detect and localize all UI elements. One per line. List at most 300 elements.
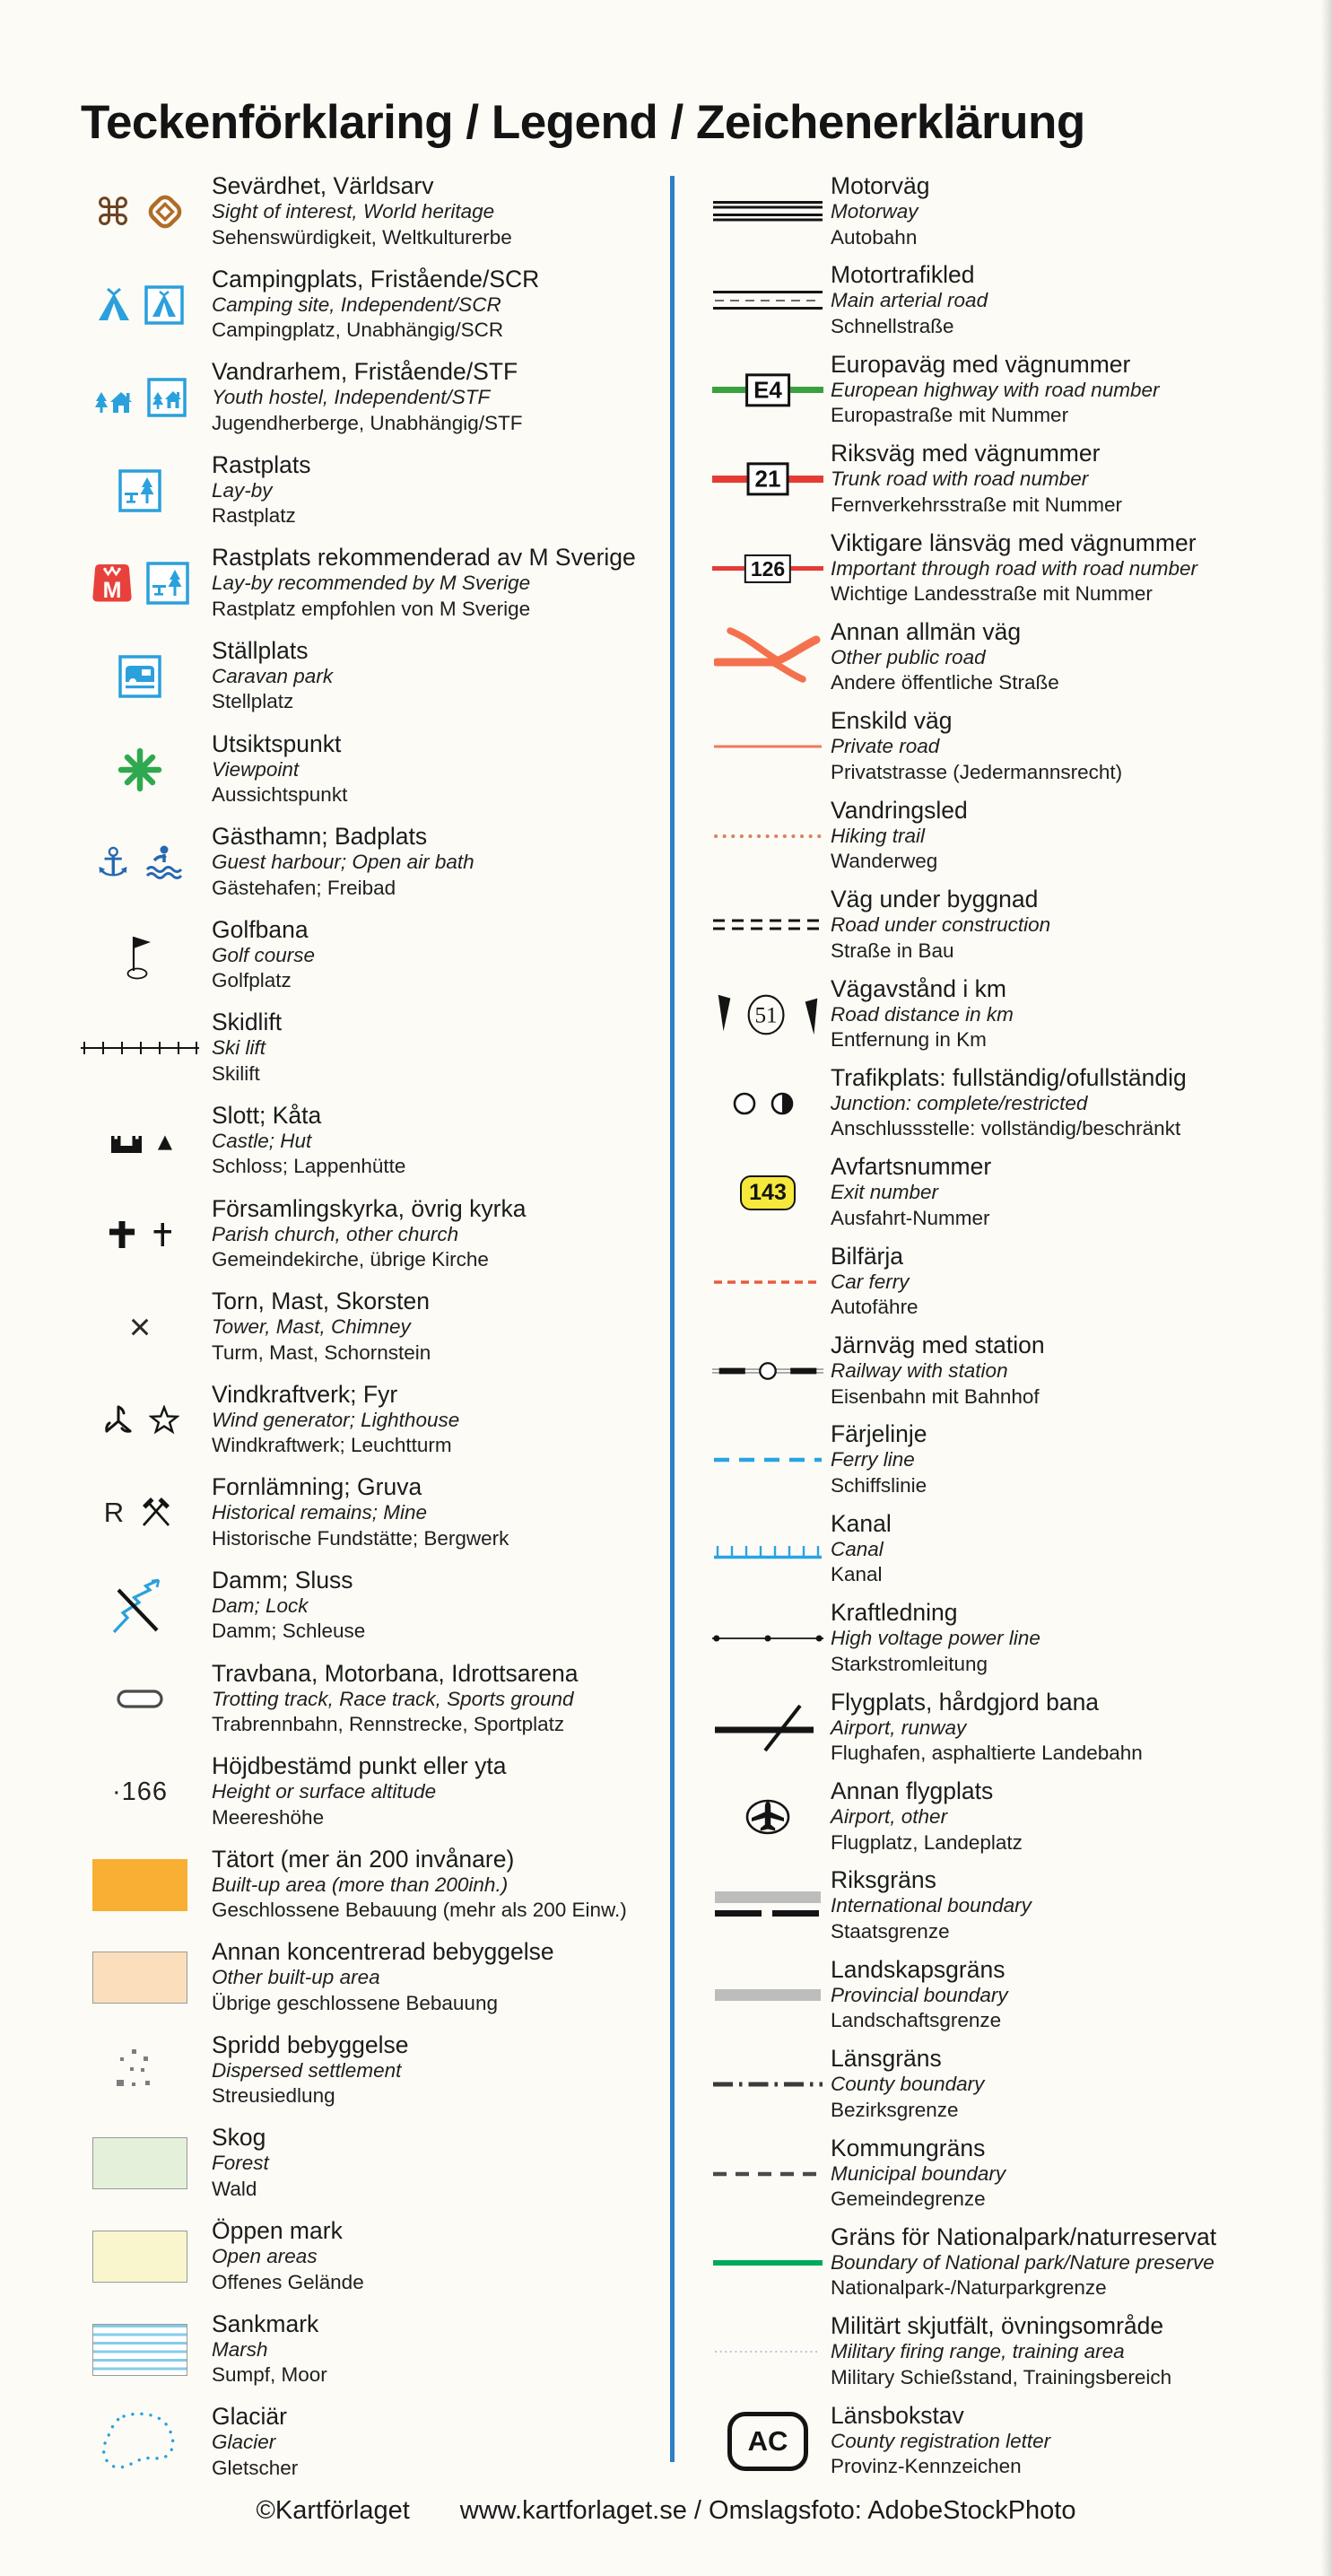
military-icon [710, 2312, 825, 2391]
legend-entry-text [831, 172, 1328, 250]
label-english: Built-up area (more than 200inh.) [212, 1873, 509, 1896]
legend-entry [77, 2031, 665, 2125]
label-swedish: Damm; Sluss [212, 1566, 353, 1594]
label-german: Gemeindekirche, übrige Kirche [212, 1248, 489, 1271]
legend-entry [77, 1660, 665, 1753]
label-german: Provinz-Kennzeichen [831, 2455, 1022, 2478]
marsh-icon [77, 2310, 203, 2389]
label-english: Municipal boundary [831, 2161, 1006, 2185]
label-english: Road distance in km [831, 1002, 1014, 1026]
label-english: Viewpoint [212, 757, 300, 781]
label-german: Sumpf, Moor [212, 2363, 327, 2387]
legend-entry [710, 1866, 1328, 1955]
legend-entry [710, 529, 1328, 618]
label-swedish: Fornlämning; Gruva [212, 1473, 422, 1501]
rune-r: R [103, 1497, 125, 1529]
label-german: Staatsgrenze [831, 1919, 950, 1943]
label-english: Private road [831, 735, 940, 758]
label-german: Starkstromleitung [831, 1652, 988, 1675]
county-letter-badge: AC [727, 2412, 808, 2471]
label-english: Trunk road with road number [831, 467, 1089, 491]
legend-entry-text [831, 1153, 1328, 1231]
legend-entry [77, 266, 665, 359]
legend-entry-text [831, 2045, 1328, 2123]
label-english: Dam; Lock [212, 1594, 309, 1617]
road-number-badge: 21 [747, 463, 789, 496]
label-swedish: Vägavstånd i km [831, 974, 1006, 1002]
legend-entry [77, 2217, 665, 2310]
road-private-icon [710, 707, 825, 786]
label-english: High voltage power line [831, 1627, 1040, 1650]
label-german: Geschlossene Bebauung (mehr als 200 Einw.) [212, 1899, 627, 1922]
label-german: Sehenswürdigkeit, Weltkulturerbe [212, 225, 512, 249]
legend-entry-text [831, 1866, 1328, 1944]
legend-entry [77, 1288, 665, 1381]
legend-entry-text [831, 1510, 1328, 1588]
label-swedish: Annan allmän väg [831, 617, 1022, 645]
road-number-badge: 126 [744, 554, 791, 582]
legend-entry [710, 1332, 1328, 1420]
label-german: Autobahn [831, 225, 918, 249]
road-number-badge: E4 [745, 373, 790, 406]
label-german: Skilift [212, 1061, 260, 1085]
label-english: Military firing range, training area [831, 2340, 1125, 2363]
open-land-swatch [92, 2231, 187, 2283]
label-swedish: Flygplats, hårdgjord bana [831, 1688, 1100, 1716]
label-english: Guest harbour; Open air bath [212, 851, 474, 874]
label-swedish: Kraftledning [831, 1599, 958, 1627]
legend-entry-text [831, 618, 1328, 696]
label-german: Nationalpark-/Naturparkgrenze [831, 2276, 1107, 2300]
railway-icon [710, 1332, 825, 1410]
legend-entry [77, 2124, 665, 2217]
marsh-swatch [92, 2324, 187, 2376]
legend-entry [77, 358, 665, 451]
legend-entry-text [212, 2031, 665, 2109]
other-builtup-swatch [92, 1952, 187, 2004]
label-swedish: Travbana, Motorbana, Idrottsarena [212, 1659, 579, 1687]
label-swedish: Gästhamn; Badplats [212, 823, 428, 851]
dispersed-icon [77, 2031, 203, 2110]
glacier-icon [77, 2403, 203, 2482]
label-english: Sight of interest, World heritage [212, 200, 495, 223]
label-german: Europastraße mit Nummer [831, 404, 1069, 427]
label-german: Ausfahrt-Nummer [831, 1206, 990, 1229]
label-swedish: Skog [212, 2124, 266, 2152]
label-german: Gästehafen; Freibad [212, 876, 396, 899]
castle-icon [77, 1102, 203, 1181]
legend-entry-text [831, 1420, 1328, 1498]
label-german: Kanal [831, 1563, 883, 1586]
legend-entry-text [831, 2312, 1328, 2390]
label-swedish: Riksgräns [831, 1866, 936, 1894]
label-german: Wald [212, 2177, 257, 2200]
legend-entry [710, 1599, 1328, 1688]
legend-entry-text [212, 1938, 665, 2016]
label-swedish: Järnväg med station [831, 1332, 1045, 1359]
legend-entry [710, 1064, 1328, 1153]
legend-entry [77, 172, 665, 266]
legend-entry-text [212, 1846, 665, 1924]
dam-icon [77, 1567, 203, 1646]
label-swedish: Länsbokstav [831, 2401, 964, 2429]
label-english: Glacier [212, 2431, 276, 2454]
label-german: Bezirksgrenze [831, 2098, 959, 2121]
county-letter-icon [710, 2402, 825, 2481]
legend-entry [710, 1243, 1328, 1332]
ferryline-icon [710, 1420, 825, 1499]
legend-entry-text [212, 2124, 665, 2202]
label-english: Youth hostel, Independent/STF [212, 386, 491, 409]
legend-entry-text [212, 544, 665, 622]
legend-entry [77, 2310, 665, 2404]
legend-entry-text [831, 1689, 1328, 1767]
footer-copyright: ©Kartförlaget [256, 2496, 410, 2525]
label-english: Ski lift [212, 1036, 266, 1060]
label-german: Turm, Mast, Schornstein [212, 1340, 431, 1364]
legend-entry [710, 2045, 1328, 2134]
label-german: Schloss; Lappenhütte [212, 1155, 406, 1178]
label-swedish: Campingplats, Fristående/SCR [212, 265, 540, 293]
legend-entry [710, 261, 1328, 350]
label-german: Golfplatz [212, 969, 292, 992]
legend-entry-text [831, 886, 1328, 964]
label-german: Offenes Gelände [212, 2270, 364, 2293]
legend-entry-text [831, 1064, 1328, 1142]
wind-icon [77, 1381, 203, 1460]
label-german: Military Schießstand, Trainingsbereich [831, 2365, 1172, 2388]
legend-entry [77, 1102, 665, 1195]
label-german: Straße in Bau [831, 939, 954, 962]
label-english: County registration letter [831, 2429, 1051, 2452]
legend-entry-text [831, 351, 1328, 429]
label-german: Landschaftsgrenze [831, 2009, 1002, 2032]
layby-m-icon [77, 544, 203, 623]
label-english: Hiking trail [831, 824, 926, 847]
cross-mark: × [128, 1305, 152, 1349]
label-german: Rastplatz empfohlen von M Sverige [212, 597, 531, 620]
label-german: Schnellstraße [831, 314, 954, 337]
legend-entry [77, 1846, 665, 1939]
label-swedish: Församlingskyrka, övrig kyrka [212, 1194, 527, 1222]
legend-entry-text [212, 730, 665, 808]
legend-entry-text [212, 1009, 665, 1087]
label-english: Motorway [831, 200, 918, 223]
label-english: Other built-up area [212, 1966, 380, 1989]
label-german: Eisenbahn mit Bahnhof [831, 1384, 1040, 1408]
label-english: Road under construction [831, 913, 1051, 937]
label-english: Tower, Mast, Chimney [212, 1315, 411, 1339]
label-swedish: Ställplats [212, 636, 309, 664]
label-swedish: Glaciär [212, 2403, 287, 2431]
legend-entry-text [212, 823, 665, 901]
legend-entry [77, 1567, 665, 1660]
legend-entry-text [831, 529, 1328, 607]
legend-entry-text [212, 916, 665, 994]
legend-entry-text [212, 2403, 665, 2481]
label-swedish: Utsiktspunkt [212, 729, 342, 757]
legend-entry [77, 1473, 665, 1567]
skilift-icon [77, 1009, 203, 1087]
label-german: Damm; Schleuse [212, 1620, 366, 1643]
airport-runway-icon [710, 1689, 825, 1768]
legend-entry [710, 1956, 1328, 2045]
legend-entry-text [831, 2135, 1328, 2213]
place-of-interest-icon: ⌘ [94, 189, 132, 234]
builtup-area-swatch [92, 1859, 187, 1911]
legend-entry [77, 637, 665, 730]
label-english: Golf course [212, 943, 316, 966]
legend-entry [77, 451, 665, 545]
label-german: Anschlussstelle: vollständig/beschränkt [831, 1117, 1181, 1140]
label-german: Campingplatz, Unabhängig/SCR [212, 319, 504, 342]
legend-entry-text [212, 1381, 665, 1459]
label-german: Wichtige Landesstraße mit Nummer [831, 582, 1153, 606]
hut-icon: ▲ [157, 1130, 173, 1152]
distance-icon [710, 975, 825, 1054]
page-edge-shadow [1321, 0, 1332, 2576]
legend-entry [77, 2403, 665, 2496]
camping-icon [77, 266, 203, 345]
motorway-icon [710, 172, 825, 251]
footer-info: www.kartforlaget.se / Omslagsfoto: AdobeStockPhoto [459, 2496, 1076, 2525]
legend-entry-text [831, 2402, 1328, 2480]
label-swedish: Europaväg med vägnummer [831, 350, 1131, 378]
powerline-icon [710, 1599, 825, 1678]
label-swedish: Annan flygplats [831, 1777, 994, 1805]
legend-entry-text [831, 1777, 1328, 1856]
spot-height-label: ·166 [111, 1777, 169, 1806]
label-english: International boundary [831, 1894, 1032, 1917]
label-english: Camping site, Independent/SCR [212, 293, 501, 316]
label-german: Jugendherberge, Unabhängig/STF [212, 411, 523, 434]
church-icon [77, 1195, 203, 1274]
legend-entry-text [831, 1332, 1328, 1410]
forest-swatch [92, 2137, 187, 2189]
harbour-icon [77, 823, 203, 902]
label-swedish: Skidlift [212, 1009, 283, 1036]
legend-entry-text [212, 266, 665, 344]
legend-entry [77, 1938, 665, 2031]
label-swedish: Bilfärja [831, 1242, 904, 1270]
legend-entry-text [212, 1752, 665, 1830]
legend-entry [710, 2135, 1328, 2223]
label-swedish: Militärt skjutfält, övningsområde [831, 2312, 1164, 2340]
svg-text:51: 51 [754, 1003, 778, 1028]
legend-entry [710, 707, 1328, 796]
legend-entry [710, 2312, 1328, 2401]
label-swedish: Sankmark [212, 2310, 319, 2337]
label-german: Schiffslinie [831, 1473, 927, 1497]
legend-entry [710, 886, 1328, 974]
label-english: Canal [831, 1537, 884, 1560]
label-swedish: Rastplats [212, 450, 311, 478]
junction-icon [710, 1064, 825, 1143]
caravan-icon [77, 637, 203, 716]
page-title: Teckenförklaring / Legend / Zeichenerklärung [81, 95, 1085, 149]
label-english: Exit number [831, 1181, 939, 1204]
legend-entry [710, 1153, 1328, 1242]
legend-entry-text [212, 1660, 665, 1738]
height-icon [77, 1752, 203, 1831]
label-swedish: Kanal [831, 1509, 892, 1537]
label-swedish: Sevärdhet, Världsarv [212, 172, 434, 199]
label-english: European highway with road number [831, 378, 1160, 401]
label-swedish: Spridd bebyggelse [212, 2030, 409, 2058]
label-english: Dispersed settlement [212, 2058, 402, 2082]
label-english: Other public road [831, 645, 986, 668]
label-german: Wanderweg [831, 850, 938, 873]
label-swedish: Väg under byggnad [831, 886, 1039, 913]
legend-entry [710, 440, 1328, 528]
sight-icon [77, 172, 203, 251]
label-german: Aussichtspunkt [212, 783, 348, 807]
exit-number-badge: 143 [740, 1175, 796, 1210]
legend-entry-text [212, 1195, 665, 1273]
label-german: Flugplatz, Landeplatz [831, 1830, 1023, 1854]
tower-icon [77, 1288, 203, 1367]
label-german: Meereshöhe [212, 1805, 325, 1829]
exit-icon [710, 1153, 825, 1232]
label-german: Privatstrasse (Jedermannsrecht) [831, 760, 1123, 783]
legend-entry [710, 172, 1328, 261]
svg-text:M: M [102, 578, 122, 604]
legend-entry-text [831, 440, 1328, 518]
legend-entry-text [831, 2223, 1328, 2301]
boundary-mun-icon [710, 2135, 825, 2214]
label-german: Autofähre [831, 1296, 918, 1319]
builtup-icon [77, 1846, 203, 1925]
legend-entry [77, 1009, 665, 1102]
road-e-icon [710, 351, 825, 430]
label-german: Übrige geschlossene Bebauung [212, 1991, 498, 2014]
label-english: Provincial boundary [831, 1983, 1008, 2006]
label-german: Entfernung in Km [831, 1028, 987, 1052]
label-swedish: Golfbana [212, 915, 309, 943]
arterial-icon [710, 261, 825, 340]
hostel-icon [77, 358, 203, 437]
boundary-intl-icon [710, 1866, 825, 1945]
legend-entry-text [831, 1956, 1328, 2034]
legend-entry [77, 730, 665, 824]
legend-entry [710, 618, 1328, 707]
label-english: Railway with station [831, 1359, 1008, 1383]
airport-other-icon [710, 1777, 825, 1856]
legend-entry [710, 1777, 1328, 1866]
construction-icon [710, 886, 825, 965]
carferry-icon [710, 1243, 825, 1322]
label-german: Rastplatz [212, 504, 296, 528]
road-other-icon [710, 618, 825, 697]
label-english: Ferry line [831, 1448, 915, 1471]
label-english: County boundary [831, 2073, 985, 2096]
layby-icon [77, 451, 203, 530]
label-swedish: Höjdbestämd punkt eller yta [212, 1752, 507, 1780]
legend-entry-text [831, 707, 1328, 785]
label-english: Junction: complete/restricted [831, 1091, 1088, 1114]
label-swedish: Rastplats rekommenderad av M Sverige [212, 544, 636, 572]
road-major-icon [710, 440, 825, 519]
label-swedish: Vandringsled [831, 796, 968, 824]
label-english: Open areas [212, 2245, 318, 2268]
label-swedish: Trafikplats: fullständig/ofullständig [831, 1063, 1187, 1091]
label-english: Caravan park [212, 664, 334, 687]
label-swedish: Tätort (mer än 200 invånare) [212, 1845, 515, 1873]
legend-entry [710, 975, 1328, 1064]
label-german: Streusiedlung [212, 2084, 335, 2108]
legend-entry-text [831, 261, 1328, 339]
builtup-other-icon [77, 1938, 203, 2017]
label-german: Andere öffentliche Straße [831, 671, 1059, 694]
legend-entry [710, 1420, 1328, 1509]
label-german: Stellplatz [212, 690, 294, 713]
legend-column-left [77, 172, 665, 2496]
legend-entry [710, 1689, 1328, 1777]
label-english: Historical remains; Mine [212, 1501, 428, 1524]
legend-entry [77, 1381, 665, 1474]
label-swedish: Kommungräns [831, 2134, 986, 2161]
label-swedish: Avfartsnummer [831, 1153, 992, 1181]
label-swedish: Slott; Kåta [212, 1101, 322, 1129]
footer [0, 2496, 1332, 2526]
label-english: Castle; Hut [212, 1129, 312, 1152]
label-swedish: Gräns för Nationalpark/naturreservat [831, 2222, 1217, 2250]
label-swedish: Torn, Mast, Skorsten [212, 1288, 431, 1315]
legend-entry-text [212, 1102, 665, 1180]
legend-entry-text [831, 1599, 1328, 1677]
label-swedish: Annan koncentrerad bebyggelse [212, 1938, 554, 1966]
boundary-natpark-icon [710, 2223, 825, 2302]
label-swedish: Öppen mark [212, 2217, 343, 2245]
label-german: Fernverkehrsstraße mit Nummer [831, 493, 1123, 516]
label-english: Wind generator; Lighthouse [212, 1408, 460, 1431]
column-divider [670, 176, 675, 2462]
label-english: Trotting track, Race track, Sports ground [212, 1687, 574, 1710]
label-german: Trabrennbahn, Rennstrecke, Sportplatz [212, 1713, 565, 1735]
legend-entry [77, 1195, 665, 1288]
label-swedish: Motorväg [831, 172, 930, 199]
label-english: Parish church, other church [212, 1222, 459, 1245]
legend-entry-text [212, 2217, 665, 2295]
label-swedish: Länsgräns [831, 2045, 942, 2073]
legend-entry-text [831, 797, 1328, 875]
label-german: Historische Fundstätte; Bergwerk [212, 1526, 509, 1550]
legend-entry [710, 1510, 1328, 1599]
label-english: Marsh [212, 2337, 268, 2361]
label-english: Main arterial road [831, 289, 988, 312]
label-german: Windkraftwerk; Leuchtturm [212, 1434, 452, 1457]
legend-entry [77, 823, 665, 916]
road-county-icon [710, 529, 825, 608]
legend-entry [77, 1752, 665, 1846]
label-swedish: Motortrafikled [831, 261, 975, 289]
boundary-prov-icon [710, 1956, 825, 2035]
openland-icon [77, 2217, 203, 2296]
label-english: Important through road with road number [831, 556, 1197, 580]
legend-entry-text [831, 975, 1328, 1053]
label-english: Forest [212, 2152, 269, 2175]
hiking-trail-icon [710, 797, 825, 876]
remains-icon [77, 1473, 203, 1552]
label-swedish: Vandrarhem, Fristående/STF [212, 358, 518, 386]
label-german: Gemeindegrenze [831, 2187, 986, 2211]
label-english: Lay-by recommended by M Sverige [212, 572, 531, 595]
legend-entry [710, 2402, 1328, 2491]
anchor-icon: ⚓ [95, 839, 131, 886]
golf-icon [77, 916, 203, 995]
label-swedish: Färjelinje [831, 1420, 927, 1448]
label-swedish: Riksväg med vägnummer [831, 440, 1101, 467]
